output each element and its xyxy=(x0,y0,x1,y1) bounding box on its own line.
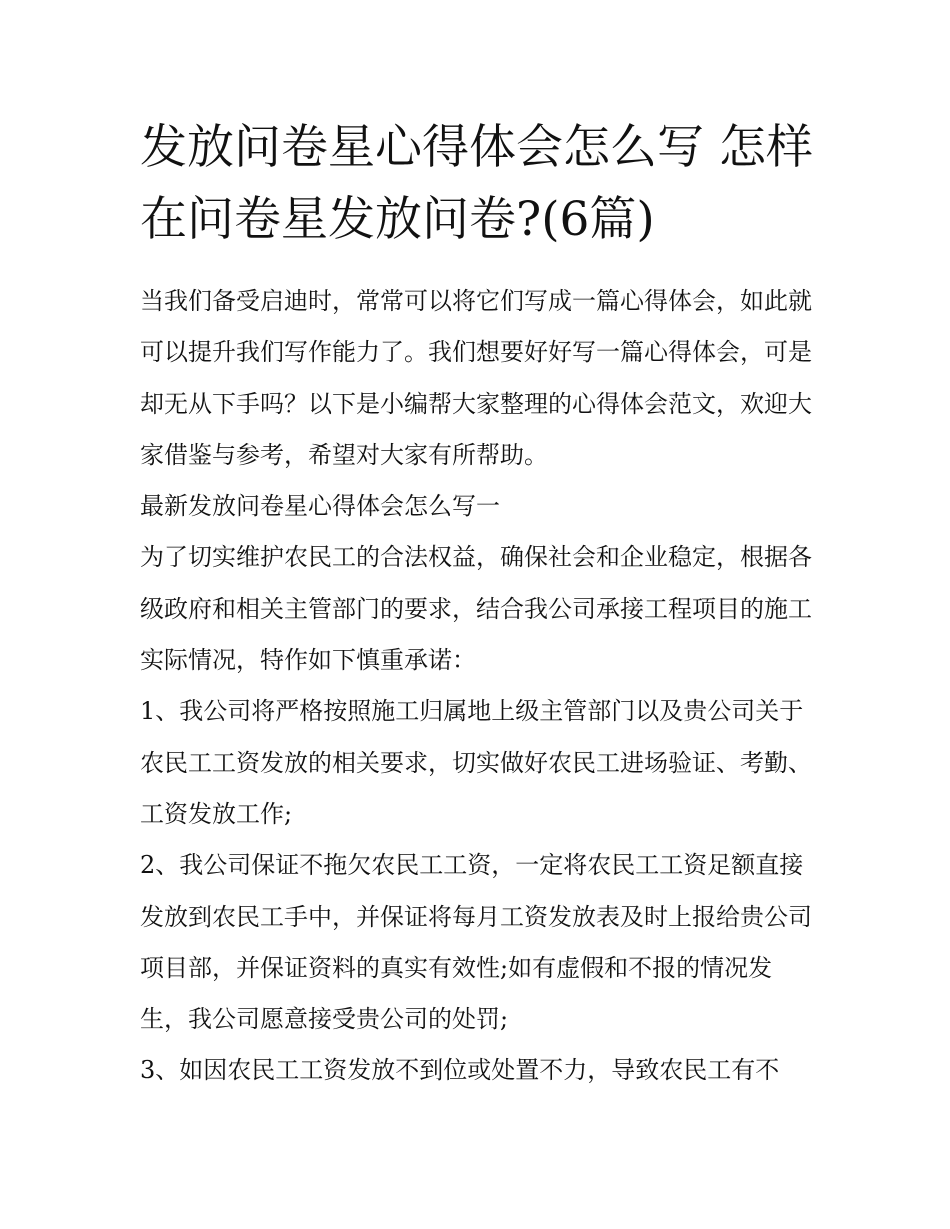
paragraph-commitment: 为了切实维护农民工的合法权益，确保社会和企业稳定，根据各级政府和相关主管部门的要求，结合我公司承接工程项目的施工实际情况，特作如下慎重承诺： xyxy=(140,543,812,675)
document-title: 发放问卷星心得体会怎么写 怎样在问卷星发放问卷?(6篇) xyxy=(140,120,813,247)
intro-paragraph: 当我们备受启迪时，常常可以将它们写成一篇心得体会，如此就可以提升我们写作能力了。我们想要好好写一篇心得体会，可是却无从下手吗？以下是小编帮大家整理的心得体会范文，欢迎大家借鉴与参考，希望对大家有所帮助。 xyxy=(140,287,812,469)
list-item-3: 3、如因农民工工资发放不到位或处置不力，导致农民工有不 xyxy=(140,1056,780,1085)
section-heading: 最新发放问卷星心得体会怎么写一 xyxy=(140,492,500,521)
list-item-2: 2、我公司保证不拖欠农民工工资，一定将农民工工资足额直接发放到农民工手中，并保证将每月工资发放表及时上报给贵公司项目部，并保证资料的真实有效性;如有虚假和不报的情况发生，我公司愿意接受贵公司的处罚; xyxy=(140,851,812,1034)
document-body xyxy=(140,276,820,1097)
list-item-1: 1、我公司将严格按照施工归属地上级主管部门以及贵公司关于农民工工资发放的相关要求，切实做好农民工进场验证、考勤、工资发放工作; xyxy=(140,697,812,828)
